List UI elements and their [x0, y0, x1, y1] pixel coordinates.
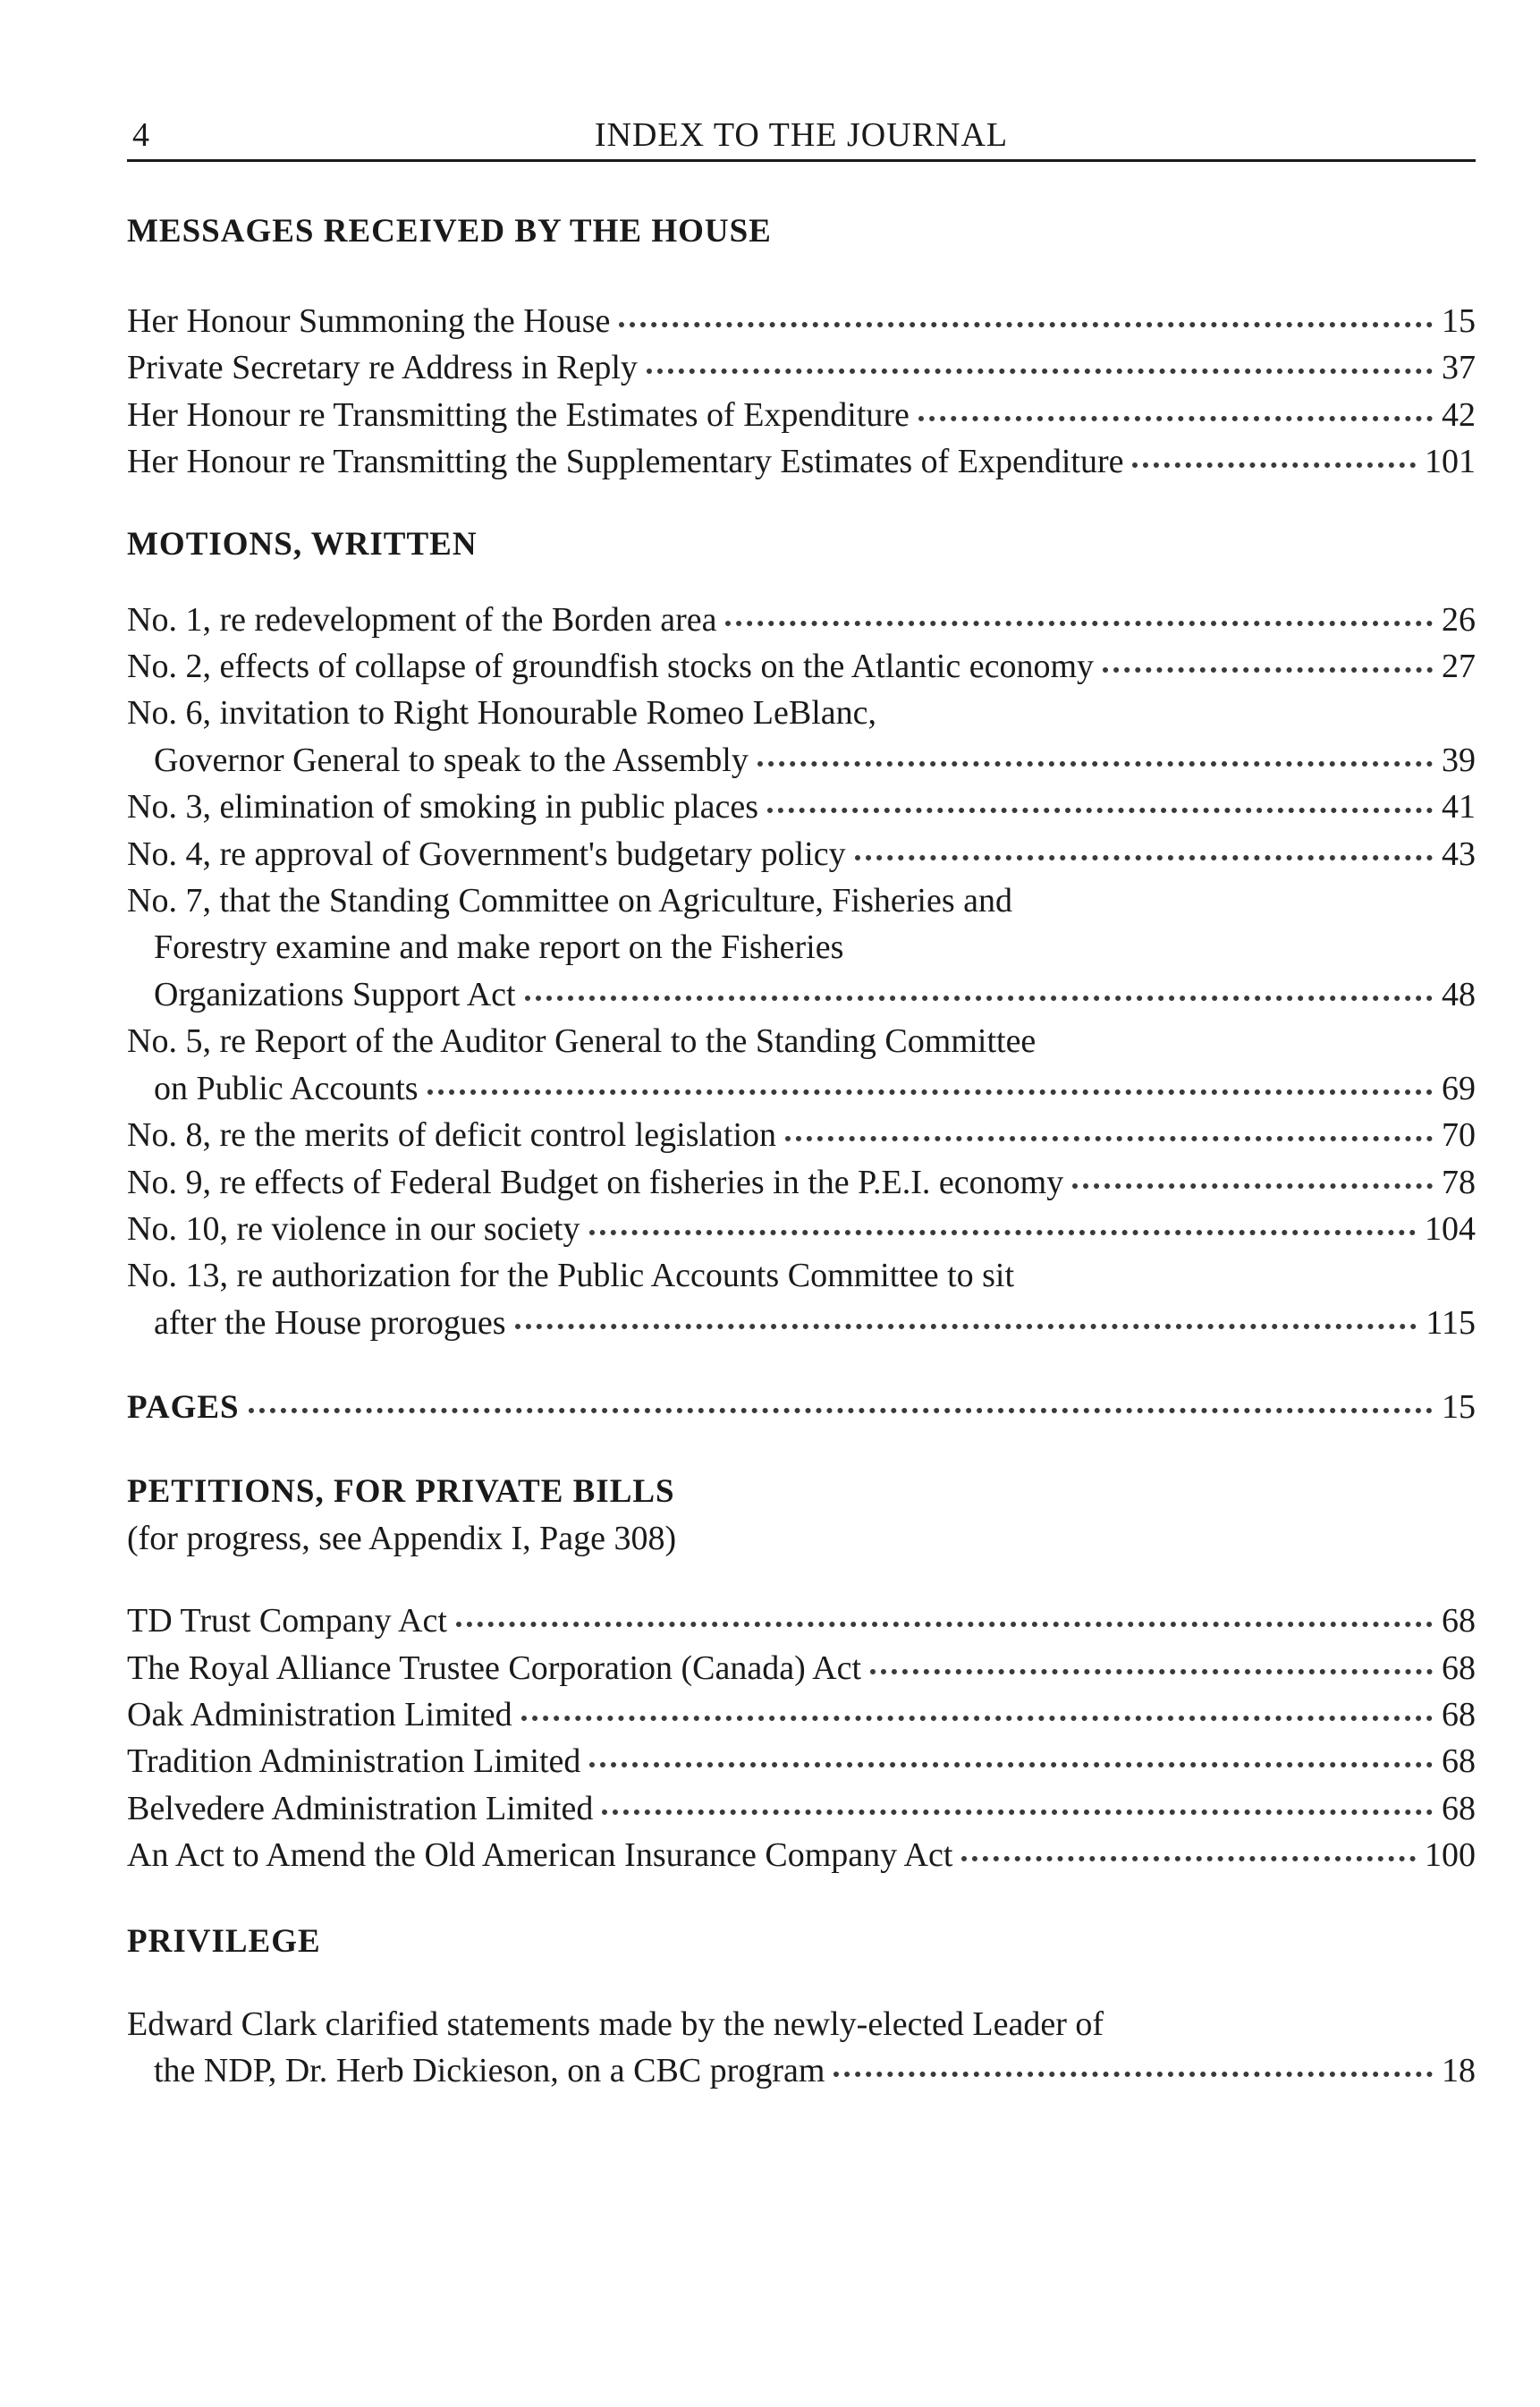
entry-text: Her Honour re Transmitting the Supplementary Estimates of Expenditure: [127, 443, 1124, 481]
entry-text: No. 2, effects of collapse of groundfish stocks on the Atlantic economy: [127, 648, 1094, 686]
entry-text: No. 10, re violence in our society: [127, 1209, 580, 1248]
index-entry: [127, 643, 1476, 690]
section-pages: [127, 1384, 1476, 1431]
entry-last-line: [127, 1598, 1476, 1644]
page-ref: 27: [1442, 648, 1476, 686]
entry-text: No. 1, re redevelopment of the Borden area: [127, 600, 717, 639]
entry-text: No. 5, re Report of the Auditor General to the Standing Committee: [127, 1022, 1037, 1061]
entry-last-line: [127, 1065, 1476, 1112]
page-ref: 26: [1442, 600, 1476, 639]
entry-text: No. 9, re effects of Federal Budget on fisheries in the P.E.I. economy: [127, 1163, 1064, 1201]
entry-last-line: [127, 831, 1476, 877]
entry-text: No. 3, elimination of smoking in public places: [127, 788, 759, 826]
dot-leader: [427, 1089, 1433, 1095]
dot-leader: [1072, 1183, 1433, 1189]
entry-last-line: [127, 1159, 1476, 1206]
page-ref: 68: [1442, 1602, 1476, 1640]
entry-last-line: [127, 438, 1476, 485]
entry-last-line: [127, 1300, 1476, 1346]
index-entry: [127, 784, 1476, 830]
entry-last-line: [127, 737, 1476, 784]
running-title: INDEX TO THE JOURNAL: [594, 116, 1009, 154]
dot-leader: [647, 369, 1433, 374]
entry-last-line: [127, 1785, 1476, 1832]
dot-leader: [833, 2072, 1433, 2077]
page-ref: 43: [1442, 835, 1476, 873]
dot-leader: [249, 1408, 1433, 1413]
dot-leader: [589, 1230, 1416, 1235]
index-entry: [127, 344, 1476, 391]
entry-list: [127, 1598, 1476, 1878]
dot-leader: [456, 1622, 1433, 1627]
page-ref: 18: [1442, 2051, 1476, 2089]
page-ref: 41: [1442, 788, 1476, 826]
index-entry: [127, 831, 1476, 877]
entry-text: the NDP, Dr. Herb Dickieson, on a CBC program: [154, 2051, 825, 2089]
page-ref: 100: [1425, 1836, 1476, 1875]
dot-leader: [602, 1809, 1433, 1815]
dot-leader: [725, 621, 1433, 626]
section-petitions: [127, 1469, 1476, 1878]
page-ref: 68: [1442, 1742, 1476, 1781]
page-ref: 37: [1442, 349, 1476, 387]
entry-text: Organizations Support Act: [154, 975, 516, 1013]
index-entry: [127, 1159, 1476, 1206]
entry-text: after the House prorogues: [154, 1303, 506, 1342]
dot-leader: [767, 808, 1433, 813]
dot-leader: [619, 322, 1433, 327]
page-ref: 78: [1442, 1163, 1476, 1201]
dot-leader: [1132, 462, 1416, 468]
entry-last-line: [127, 643, 1476, 690]
running-head: [127, 114, 1476, 162]
entry-text: Private Secretary re Address in Reply: [127, 349, 638, 387]
entry-list: [127, 597, 1476, 1347]
entry-last-line: [127, 1645, 1476, 1691]
section-note: (for progress, see Appendix I, Page 308): [127, 1520, 677, 1558]
entry-last-line: [127, 1691, 1476, 1738]
entry-last-line: [127, 1112, 1476, 1158]
entry-text: Her Honour re Transmitting the Estimates of Expenditure: [127, 395, 910, 434]
entry-text: No. 6, invitation to Right Honourable Romeo LeBlanc,: [127, 694, 876, 733]
entry-text: No. 7, that the Standing Committee on Agriculture, Fisheries and: [127, 882, 1012, 920]
page-ref: 15: [1442, 1388, 1476, 1427]
entry-last-line: [127, 2047, 1476, 2094]
page-ref: 68: [1442, 1789, 1476, 1827]
index-entry: [127, 1785, 1476, 1832]
dot-leader: [589, 1762, 1433, 1767]
dot-leader: [515, 1324, 1417, 1329]
dot-leader: [525, 996, 1433, 1001]
index-entry: [127, 1691, 1476, 1738]
page-ref: 68: [1442, 1648, 1476, 1687]
dot-leader: [785, 1136, 1433, 1141]
entry-text: No. 13, re authorization for the Public Accounts Committee to sit: [127, 1257, 1015, 1295]
entry-text: Governor General to speak to the Assembly: [154, 741, 749, 779]
entry-text: Edward Clark clarified statements made by the newly-elected Leader of: [127, 2004, 1104, 2043]
entry-text: Forestry examine and make report on the Fisheries: [154, 928, 844, 967]
index-entry: [127, 1738, 1476, 1784]
entry-last-line: [127, 1738, 1476, 1784]
entry-last-line: [127, 344, 1476, 391]
dot-leader: [870, 1669, 1433, 1674]
entry-text: Belvedere Administration Limited: [127, 1789, 594, 1827]
index-entry: [127, 298, 1476, 344]
page-ref: 48: [1442, 975, 1476, 1013]
index-entry: [127, 1384, 1476, 1431]
page-number: 4: [132, 116, 149, 154]
entry-list: [127, 2001, 1476, 2095]
entry-text: Tradition Administration Limited: [127, 1742, 581, 1781]
dot-leader: [757, 761, 1433, 767]
dot-leader: [961, 1856, 1416, 1861]
entry-text: Oak Administration Limited: [127, 1695, 512, 1733]
section-heading: MOTIONS, WRITTEN: [127, 525, 478, 563]
index-entry: [127, 392, 1476, 438]
index-entry: [127, 1832, 1476, 1878]
entry-last-line: [127, 784, 1476, 830]
index-entry: [127, 438, 1476, 485]
page-ref: 39: [1442, 741, 1476, 779]
index-entry: [127, 1112, 1476, 1158]
index-entry: [127, 1018, 1476, 1112]
entry-last-line: [127, 1206, 1476, 1252]
page-ref: 42: [1442, 395, 1476, 434]
entry-last-line: [127, 392, 1476, 438]
entry-text: An Act to Amend the Old American Insurance Company Act: [127, 1836, 953, 1875]
dot-leader: [1103, 667, 1433, 673]
dot-leader: [521, 1716, 1433, 1721]
page-ref: 70: [1442, 1116, 1476, 1155]
index-entry: [127, 1252, 1476, 1346]
index-entry: [127, 877, 1476, 1018]
section-privilege: [127, 1919, 1476, 2095]
page-ref: 101: [1425, 443, 1476, 481]
section-heading: MESSAGES RECEIVED BY THE HOUSE: [127, 213, 772, 250]
entry-last-line: [127, 298, 1476, 344]
entry-text: Her Honour Summoning the House: [127, 302, 611, 340]
entry-text: No. 8, re the merits of deficit control legislation: [127, 1116, 777, 1155]
section-motions-written: [127, 521, 1476, 1347]
entry-last-line: [127, 1832, 1476, 1878]
page-ref: 115: [1426, 1303, 1476, 1342]
index-entry: [127, 690, 1476, 784]
page-ref: 69: [1442, 1069, 1476, 1107]
entry-last-line: [127, 597, 1476, 643]
section-heading: PRIVILEGE: [127, 1922, 321, 1960]
page-content: [127, 114, 1476, 2094]
entry-list: [127, 298, 1476, 486]
dot-leader: [855, 855, 1433, 860]
entry-text: on Public Accounts: [154, 1069, 419, 1107]
section-heading: PETITIONS, FOR PRIVATE BILLS: [127, 1473, 675, 1511]
index-entry: [127, 1645, 1476, 1691]
entry-last-line: [127, 971, 1476, 1018]
index-entry: [127, 1206, 1476, 1252]
entry-text: TD Trust Company Act: [127, 1602, 447, 1640]
index-entry: [127, 1598, 1476, 1644]
section-heading: PAGES: [127, 1389, 240, 1427]
dot-leader: [918, 416, 1433, 421]
entry-text: No. 4, re approval of Government's budgetary policy: [127, 835, 846, 873]
section-messages: [127, 208, 1476, 486]
page-ref: 104: [1425, 1209, 1476, 1248]
index-entry: [127, 597, 1476, 643]
index-entry: [127, 2001, 1476, 2095]
entry-text: The Royal Alliance Trustee Corporation (Canada) Act: [127, 1648, 862, 1687]
page-ref: 15: [1442, 302, 1476, 340]
page-ref: 68: [1442, 1695, 1476, 1733]
